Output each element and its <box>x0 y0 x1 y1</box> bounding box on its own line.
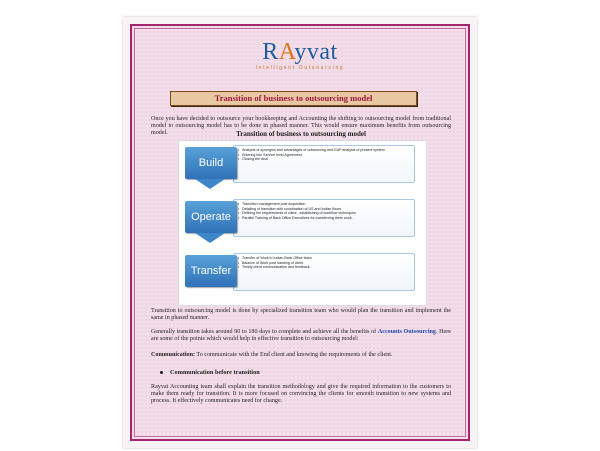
phase-transfer <box>183 251 423 297</box>
phase-operate-block: Operate <box>185 201 237 233</box>
logo-wordmark <box>123 40 477 64</box>
list-item: • Analysis of synergies and advantages of outsourcing and GAP analysis of present system <box>242 148 414 153</box>
bullet-communication-before <box>160 369 260 376</box>
final-paragraph: Rayvat Accounting team shall explain the transition methodology and give the required information to the customers to make them ready for transition. It is more focused on convincing the clients for smooth transition to new systems and process. It effectively communicates need for change. <box>151 384 451 405</box>
document-page <box>123 17 477 448</box>
chevron-down-icon <box>195 179 225 189</box>
list-item: • Balance of Work post handing of client <box>242 261 414 266</box>
communication-paragraph <box>151 352 451 359</box>
logo-letters-yvat: yvat <box>294 39 338 65</box>
phase-build <box>183 143 423 189</box>
logo-tagline: Intelligent Outsourcing <box>255 65 345 71</box>
list-item: • Closing the deal <box>242 157 414 162</box>
intro-paragraph: Once you have decided to outsource your bookkeeping and Accounting the shifting to outsourcing model from traditional model to outsourcing model has to be done in phased manner. This would ensure maximum benefits from outsourcing model. <box>151 116 451 137</box>
transition-diagram <box>178 140 427 306</box>
list-item: • Entering into Service level Agreement. <box>242 153 414 158</box>
communication-label: Communication: <box>151 352 196 358</box>
list-item: • Transition management post acquisition <box>242 202 414 207</box>
list-item: • Parallel Training of Back Office Executives for transferring there work. <box>242 216 414 221</box>
phase-build-list <box>233 145 415 183</box>
transition-team-paragraph: Transition to outsourcing model is done by specialized transition team who would plan the transition and implement the same in phased manner. <box>151 308 451 322</box>
list-item: • Detailing of transition with coordination of US and Indian floors <box>242 207 414 212</box>
diagram-heading: Transition of business to outsourcing model <box>236 130 366 138</box>
general-paragraph <box>151 329 451 343</box>
chevron-down-icon <box>195 233 225 243</box>
logo-letter-r: R <box>262 39 279 65</box>
general-text-start: Generally transition takes around 90 to 180 days to complete and achieve all the benefits of <box>151 329 378 335</box>
general-text-end: . Here are some of the points which would help in effective transition to outsourcing model: <box>151 329 451 343</box>
phase-operate-list <box>233 199 415 237</box>
phase-transfer-block: Transfer <box>185 255 237 287</box>
rayvat-logo <box>123 40 477 71</box>
list-item: • Transfer of Work to Indian Back Office team <box>242 256 414 261</box>
phase-transfer-list <box>233 253 415 291</box>
bullet-dot-icon <box>160 371 163 374</box>
list-item: • Timely client communication and feedback. <box>242 265 414 270</box>
accounts-outsourcing-link[interactable]: Accounts Outsourcing <box>377 329 436 335</box>
logo-letter-a: A <box>278 39 295 65</box>
list-item: • Defining the requirements of client , establishing of workflow techniques <box>242 211 414 216</box>
bullet-text: Communication before transition <box>170 369 260 376</box>
phase-operate <box>183 197 423 243</box>
communication-text: To communicate with the End client and knowing the requirements of the client. <box>195 352 393 358</box>
phase-build-block: Build <box>185 147 237 179</box>
title-banner: Transition of business to outsourcing model <box>170 91 417 106</box>
